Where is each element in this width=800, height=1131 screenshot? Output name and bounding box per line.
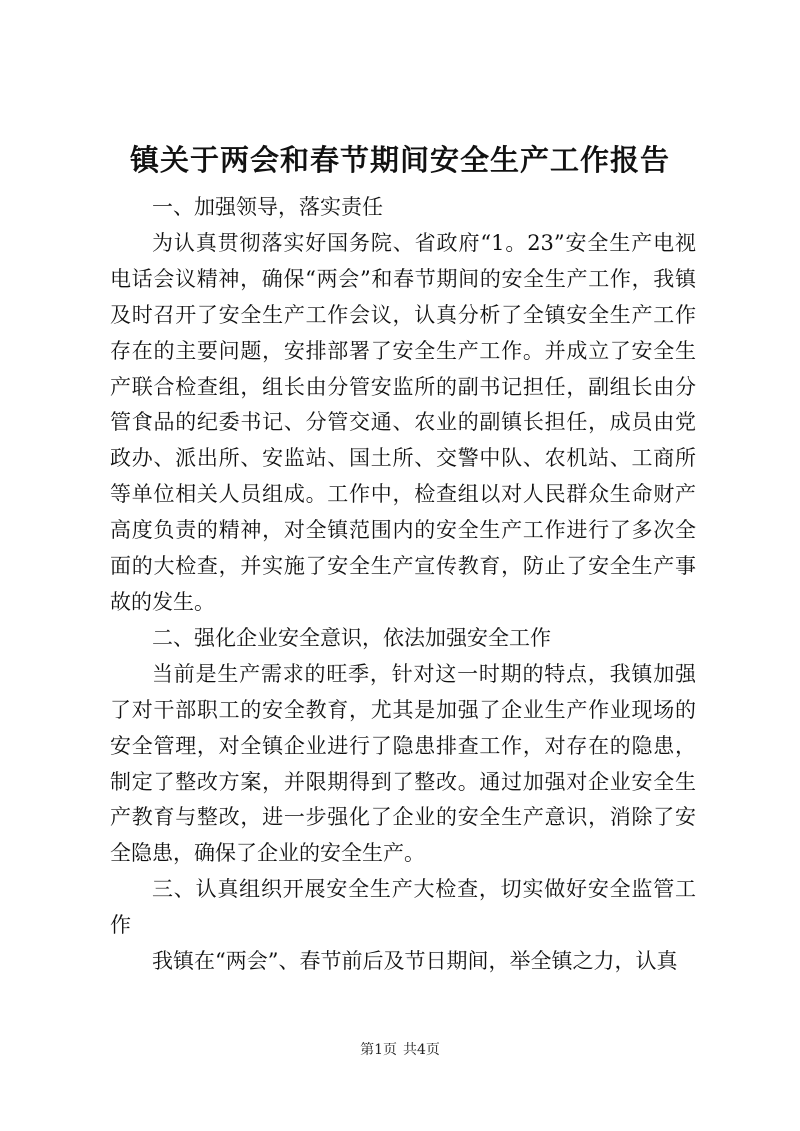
document-body	[110, 190, 696, 980]
page-total: 共4页	[403, 1042, 440, 1058]
body-paragraph-2: 当前是生产需求的旺季，针对这一时期的特点，我镇加强了对干部职工的安全教育，尤其是加强了企业生产作业现场的安全管理，对全镇企业进行了隐患排查工作，对存在的隐患，制定了整改方案，并限期得到了整改。通过加强对企业安全生产教育与整改，进一步强化了企业的安全生产意识，消除了安全隐患，确保了企业的安全生产。	[110, 661, 696, 866]
page-number: 第1页	[360, 1042, 397, 1058]
section-heading-3: 三、认真组织开展安全生产大检查，切实做好安全监管工作	[110, 877, 696, 938]
page-footer	[0, 1040, 800, 1060]
body-paragraph-1: 为认真贯彻落实好国务院、省政府“1。23”安全生产电视电话会议精神，确保“两会”和春节期间的安全生产工作，我镇及时召开了安全生产工作会议，认真分析了全镇安全生产工作存在的主要问题，安排部署了安全生产工作。并成立了安全生产联合检查组，组长由分管安监所的副书记担任，副组长由分管食品的纪委书记、分管交通、农业的副镇长担任，成员由党政办、派出所、安监站、国土所、交警中队、农机站、工商所等单位相关人员组成。工作中，检查组以对人民群众生命财产高度负责的精神，对全镇范围内的安全生产工作进行了多次全面的大检查，并实施了安全生产宣传教育，防止了安全生产事故的发生。	[110, 230, 696, 614]
body-paragraph-3: 我镇在“两会”、春节前后及节日期间，举全镇之力，认真	[152, 949, 678, 974]
section-heading-2: 二、强化企业安全意识，依法加强安全工作	[152, 625, 551, 650]
document-title: 镇关于两会和春节期间安全生产工作报告	[129, 143, 670, 177]
section-heading-1: 一、加强领导，落实责任	[152, 195, 383, 219]
